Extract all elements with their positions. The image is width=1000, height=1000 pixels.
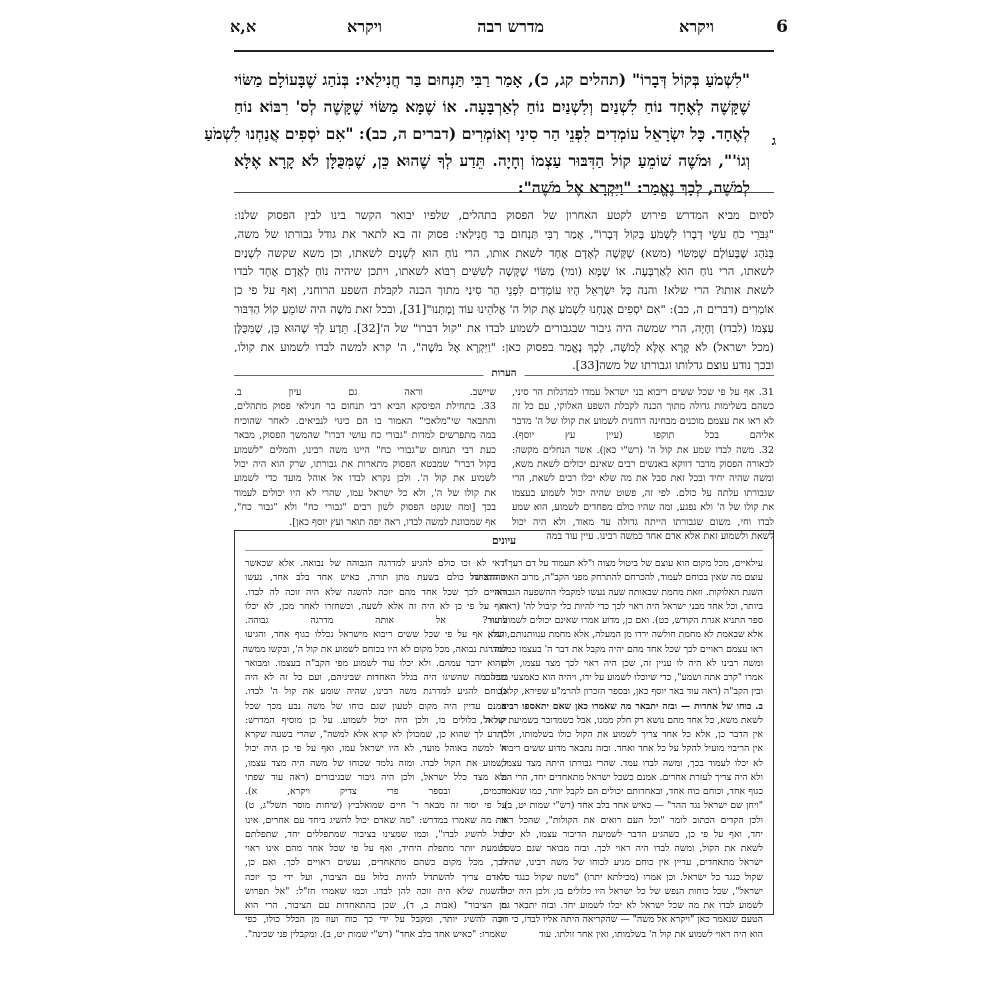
iyunim-line: ביותר, וכל אחד מבני ישראל היה ראוי לכך כדי להיות כלי קיבול לה' (ראה [501,600,763,612]
iyunim-line: אמנם עדיין היה מקום לטעון שגם כוחו של משה נבע מכך שכל [245,700,507,712]
header-book-b: ויקרא [347,17,382,36]
note-line: בכך [ומה שנקט הפסוק לשון רבים "גבורי כח" ולא "גבור כח", [234,502,496,514]
iyunim-line: עוצם מה שאין בכוחם לעמוד, להכרחם להתרחק מפני הקב"ה, מרוב האור הרב של [469,572,763,584]
iyunim-line: לא יכלו לעמוד בכך, ומשה לבדו עמד. שהרי גבורתו היתה מצד עצמו, [501,757,763,769]
iyunim-line: זוכה להשיג יותר, ומקבל על ידי כך כוח ועוז מן הכלל כולו, כפי [245,914,507,926]
iyunim-line: אין הדבר כן, אלא כל אחד צריך לשמוע את הקול כולו בשלמותו, ולכן [501,729,763,740]
note-line: את קולו של ה' ולא נפגע, ומה שהיו כולם מפחדים לשמוע, הוא שמע [512,502,774,514]
iyunim-line: ולכן הקדים הכתוב לומר "וכל העם רואים את הקולות", שהכל ראו [501,814,763,826]
iyunim-line: את מה שאמרו במדרש: "מה שאדם יכול להשיג ביחד עם אחרים, אינו [245,814,507,826]
iyunim-line: האדם צריך להשתדל להיות כלול עם הציבור, ועל ידי כך יזכה [245,871,507,883]
note-line: 33. בתחילת הפיסקא הביא רבי תנחום בר חנילאי פסוק מתהלים, [234,401,496,413]
commentary-line: בְּנֹהַג שֶׁבָּעוֹלָם שֶׁמַּשּׂוֹי (משא) שֶׁקָּשֶׁה לְאָדָם אֶחָד לשאת אותו, הרי נוֹחַ הוּא לִשְׁנַיִם לשאתו, וכן משא שקשה לִשְׁנַיִם [234,245,774,260]
note-line: לכאורה הפסוק מדבר דווקא באנשים רבים שאינם יכולים לשאת משא, [512,459,774,471]
iyunim-column-right [469,557,763,942]
iyunim-line: ולא היה צריך לעזרת אחרים. אמנם כשכל ישראל מתאחדים יחד, הרי הם [501,771,763,783]
iyunim-line: יכול להשיג לבדו", וכמו שמצינו בציבור שמתפללים יחד, שתפלתם [245,828,507,840]
iyunim-line: ה' למשה באוהל מועד, לא היו ישראל עמו, ואף על פי כן היה יכול [245,743,507,755]
iyunim-line: ישראל מתאחדים, עדיין אין כוחם מגיע לכוחו של משה רבינו, שהיה [501,857,763,869]
notes-label: הערות [484,368,525,379]
page-header [230,14,788,52]
section-letter: ג [771,134,776,149]
note-line: כשהם בשלימות גדולה מתוך הכנה לקבלת השפע האלוקי, עם כל זה [512,401,774,413]
commentary-line: (מכל ישראל) לֹא קָרָא אֶלָּא לְמֹשֶׁה, לְכָךְ נֶאֱמַר בפסוק כאן: "וַיִּקְרָא אֶל מֹשֶׁה", ה' קרא למשה לבדו לשמוע את קולו, [234,339,775,354]
note-line: לבדו וחי, משום שגבורתו הייתה גדולה עד מאוד, ולא היה יכול [512,516,774,528]
iyunim-line: ומשה רבינו לא היה לו עניין זה, שכן היה ראוי לכך מצד עצמו, ולכן [501,657,763,669]
iyunim-line: ראו עצמם ראויים לכך שכל אחד מהם יהיה מקבל את דבר ה' בעצמו כמשה. [491,643,763,655]
note-line: בקול דברו" שמבטא הפסוק מתארות את גבורתו, שרק הוא היה יכול [234,459,496,471]
iyunim-column-left [242,557,507,942]
iyunim-line: הטעם שנאמר כאן "ויקרא אל משה" — שהקריאה היתה אליו לבדו, כי רק [499,914,763,926]
iyunim-line: לחזור אל אותה מדרגה גבוהה. [245,615,507,626]
commentary-line: אוֹמְרִים (דברים ה, כב): "אִם יֹסְפִים אֲנַחְנוּ לִשְׁמֹעַ אֶת קוֹל ה' אֱלֹהֵינוּ עוֹד וָמָתְנוּ"[31], ובכל זאת מֹשֶׁה היה שׁוֹמֵעַ קוֹל הַדִּבּוּר [234,301,774,316]
commentary-line: ובכך נודע עוצם גדלותו וגבורתו של משה[33]. [572,358,774,373]
iyunim-line: נשמעת יותר מתפלת היחיד, ואף על פי שכל אחד מהם אינו ראוי [245,843,507,854]
commentary-line: לסיום מביא המדרש פירוש לקטע האחרון של הפסוק בתהלים, שלפיו יבואר הקשר בינו לבין הפסוק שלנו: [234,208,774,222]
note-line: כעת רבי תנחום ש"גבורי כח" היינו משה רבינו, והמלים "לשמוע [234,444,496,456]
commentary [234,206,774,375]
iyunim-line: שהתאחדו כולם בשעת מתן תורה, כאיש אחד בלב אחד, נעשו [245,572,507,584]
commentary-line: לשאת אותו? הרי שלא! והנה כָּל יִשְׂרָאֵל הָיוּ עוֹמְדִים לִפְנֵי הַר סִינַי מתוך הכנה לקבלת השפע הרוחני, וְאף על פי כן [234,283,774,298]
commentary-line: "גִּבֹּרֵי כֹחַ עֹשֵׂי דְבָרוֹ לִשְׁמֹעַ בְּקוֹל דְּבָרוֹ", אָמַר רַבִּי תַּנְחוּם בַּר חֲנִילַאי: פסוק זה בא לתאר את גודל גבורתו של משה, [234,226,774,241]
iyunim-line: "ויחן שם ישראל נגד ההר" — כאיש אחד בלב אחד (רש"י שמות יט, ב). [501,800,763,812]
iyunim-line: יחד, ואף על פי כן, כשהגיע הדבר לשמיעת הדיבור עצמו, לא יכלו [501,828,763,840]
iyunim-box [234,530,774,940]
iyunim-line: שקול כנגד כל ישראל. וכן אמרו (מכילתא יתרו) "משה שקול כנגד כל [501,871,763,883]
note-line: אף שמכוונת למשה לבדו, ראה יפה תואר ועץ יוסף כאן]. [289,516,496,528]
iyunim-line: ספר התניא אגרת הקודש, כט). ואם כן, מדוע אמרו שאינם יכולים לשמוע עוד? [482,615,763,626]
iyunim-line: שכל מה שהשיגו היה בגלל האחדות שביניהם, ועם כל זה לא היה [245,672,507,683]
iyunim-line: ישראל", שכל כוחות הנפש של כל ישראל היו כלולים בו, ולכן היה יכול [501,885,763,897]
iyunim-line: ובין הקב"ה (ראה עוד באר יוסף כאן, ובספר הזכרון להרמ"ע שפירא, קלא). [496,686,763,698]
note-line: 32. משה לבדו שמע את קול ה' (רש"י כאן). אשר הנחלים מקשה: [512,444,774,456]
iyunim-line: לשאת את הקול, ומשה לבדו היה ראוי לכך. ובזה מבואר שגם כשכל [501,843,763,854]
note-line: אליהם בכל תוקפו (עיין עץ יוסף). [512,430,774,442]
iyunim-line: בכוחם להגיע למדרגת משה רבינו, שהיה שומע את קול ה' לבדו. [245,686,507,698]
header-book-title: מדרש רבה [477,17,544,36]
iyunim-title: עיונים [491,535,517,547]
main-midrash-text [204,66,750,201]
note-line: לשאת ולשמוע זאת אלא אדם אחד כמשה רבינו. עיין עוד במה [546,531,774,543]
iyunim-line: "תדע לך שהוא כן, שמכולן לא קרא אלא למשה", שהרי בשעה שקרא [245,729,507,740]
main-line: "לִשְׁמֹעַ בְּקוֹל דְּבָרוֹ" (תהלים קג, כ), אָמַר רַבִּי תַּנְחוּם בַּר חֲנִילַאי: בְּנֹהַג שֶׁבָּעוֹלָם מַשּׂוֹי [234,70,750,89]
notes-column-right [512,386,774,544]
note-line: לשמוע את קול ה'. ולכן נקרא לבדו אל אוהל מועד כדי לשמוע [234,473,496,485]
iyunim-line: אמרו "קרב אתה ושמע", כדי שיוכלו לשמוע על ידו, ויהיה הוא כאמצעי ביניהם [484,672,763,683]
iyunim-line: להשגות שלא היה זוכה להן לבדו. וכמו שאמרו חז"ל: "אל תפרוש [245,885,507,897]
header-reference: א,א [230,17,257,36]
notes-column-left [234,386,496,530]
iyunim-line: ודאי לא זכו כולם להגיע למדרגה הגבוהה של נבואה. אלא שכאשר [245,558,507,569]
iyunim-line: והנה, אף על פי שכל ששים ריבוא מישראל נכללו כגוף אחד, והגיעו [245,629,507,641]
divider [245,550,763,551]
iyunim-line: אין הריבוי מועיל להקל על כל אחד ואחד. ובזה נתבאר מדוע ששים ריבוא [501,743,763,755]
main-line: לְמֹשֶׁה, לְכָךְ נֶאֱמַר: "וַיִּקְרָא אֶל מֹשֶׁה": [517,178,750,197]
iyunim-line: ואף על פי כן לא היה זה אלא לשעה, וכשחזרו לאחר מכן, לא יכלו [245,600,507,612]
note-line: שגבורתו עלתה על כולם. לפי זה, פשוט שהיה יכול לשמוע בעצמו [512,487,774,499]
iyunim-line: לשאת משא, כל אחד מהם נושא רק חלק ממנו, אבל כשמדובר בשמיעת קול ה', [479,714,763,726]
iyunim-line: ולא מצד כלל ישראל, ולכן היה גיבור שבגיבורים (ראה עוד שפתי [245,771,507,783]
iyunim-line: שהוא ידבר עמהם. ולא יכלו עוד לשמוע מפי הקב"ה בעצמו. ומבואר [245,657,507,669]
note-line: לא ראו את עצמם מוכנים מבחינה רוחנית לשמוע את קולו של ה' מדבר [512,415,774,427]
commentary-line: לשאתו, הרי נוֹחַ הוא לְאַרְבָּעָה. אוֹ שֶׁמָּא (ומי) מַשּׂוֹי שֶׁקָּשֶׁה לְשִׁשִּׁים רִבּוֹא לשאתו, ויתכן שיהיה נוֹחַ לְאָדָם אֶחָד לבדו [234,264,774,279]
note-line: במה מתפרשים למדות "גבורי כח עושי דברו" שהמשך הפסוק, מבאר [234,430,496,442]
iyunim-line: שאמרו: "כאיש אחד בלב אחד" (רש"י שמות יט, ב). ומקבלין פני שכינה". [244,928,507,940]
iyunim-line: הוא היה ראוי לשמוע את קול ה' בשלמותו, ואין אחר זולתו. עוד [539,928,763,940]
iyunim-line: ישראל כלולים בו, ולכן היה יכול לשמוע. על כן מוסיף המדרש: [245,714,507,726]
note-line: שיישב. וראה גם עיון ב. [234,387,496,398]
iyunim-line: למדרגת נבואה, מכל מקום לא היו בכוחם לשמוע את קול ה', ובקשו ממשה [242,643,507,655]
main-line: לְאֶחָד. כָּל יִשְׂרָאֵל עוֹמְדִים לִפְנֵי הַר סִינַי וְאוֹמְרִים (דברים ה, כב): "אִם יֹסְפִים אֲנַחְנוּ לִשְׁמֹעַ [204,124,750,143]
iyunim-line: עילאיים, מכל מקום הוא עוצם של ביטול מצוה ו"לא תעמוד על דם רעך". [501,558,763,569]
note-line: את קולו של ה', ולא כל ישראל עמו, שהרי לא היו יכולים לעמוד [234,487,496,499]
iyunim-line: אלא שבאמת לא מחמת חולשה ירדו מן המעלה, אלא מחמת ענוותנותם, שלא [487,629,763,641]
main-line: וְגוֹ'", וּמֹשֶׁה שׁוֹמֵעַ קוֹל הַדִּבּוּר עַצְמוֹ וְחָיָה. תֵּדַע לְךָ שֶׁהוּא כֵּן, שֶׁמִּכֻּלָּן לֹא קָרָא אֶלָּא [234,151,750,170]
iyunim-line: ראויים לכך שכל אחד מהם יזכה להשגה שלא היה זוכה לה לבדו. [245,586,507,598]
notes-divider [234,368,774,382]
note-line: ומשה שהיה יחיד ובכל זאת סבל את מה שלא יכלו רבים לשאת, הרי [512,473,774,485]
page-number: 6 [776,17,788,37]
iyunim-line: לכך, מכל מקום כשהם מתאחדים, נעשים ראויים לכך. ואם כן, [245,857,507,869]
iyunim-line: מן הציבור" (אבות ב, ד), שכן בהתאחדות עם הציבור, הרי הוא [245,900,507,911]
main-line: שֶׁקָּשֶׁה לְאֶחָד נוֹחַ לִשְׁנַיִם וְלִשְׁנַיִם נוֹחַ לְאַרְבָּעָה. אוֹ שֶׁמָּא מַשּׂוֹי שֶׁקָּשֶׁה לְס' רִבּוֹא נוֹחַ [234,97,750,116]
note-line: 31. אף על פי שכל ששים ריבוא בני ישראל עמדו למרגלות הר סיני, [512,387,774,398]
iyunim-line: השגת האלוקות. וזאת מחמת שבאותה שעה נעשו למקבלי ההשפעה הגבוהה [494,586,763,598]
header-book-a: ויקרא [679,17,714,36]
commentary-line: עַצְמוֹ (לבדו) וְחָיָה, הרי שמשה היה גיבור שבגבורים לשמוע לבדו את "קול דברו" של ה'[32]. תֵּדַע לְךָ שֶׁהוּא כֵּן, שֶׁמִּכֻּלָּן [234,320,774,335]
iyunim-line: חכמים, ובספר פרי צדיק ויקרא, א). [245,786,507,797]
divider [234,192,774,193]
iyunim-line: על פי יסוד זה מבאר ר' חיים שמואלביץ (שיחות מוסר תשל"ג, ט) [245,800,507,812]
iyunim-line: לשמוע את הקול לבדו. ומזה נלמד שכוחו של משה היה מצד עצמו, [245,757,507,769]
iyunim-line: לשמוע לבדו את מה שכל ישראל לא יכלו לשמוע יחד. ובזה יתבאר גם [501,900,763,911]
note-line: והתבאר שי"מלאכי" האמור בו הם כינוי לנביאים. לאחר שהוכיח [234,415,496,427]
iyunim-line: ב. כוחו של אחדות — ובזה יתבאר מה שאמרו כאן שאם יתאספו רבים [501,700,763,712]
iyunim-line: כגוף אחד, וכוחם כוח אחד, ובאחדותם יכולים הם לקבל יותר, כמו שנאמר [501,786,763,797]
